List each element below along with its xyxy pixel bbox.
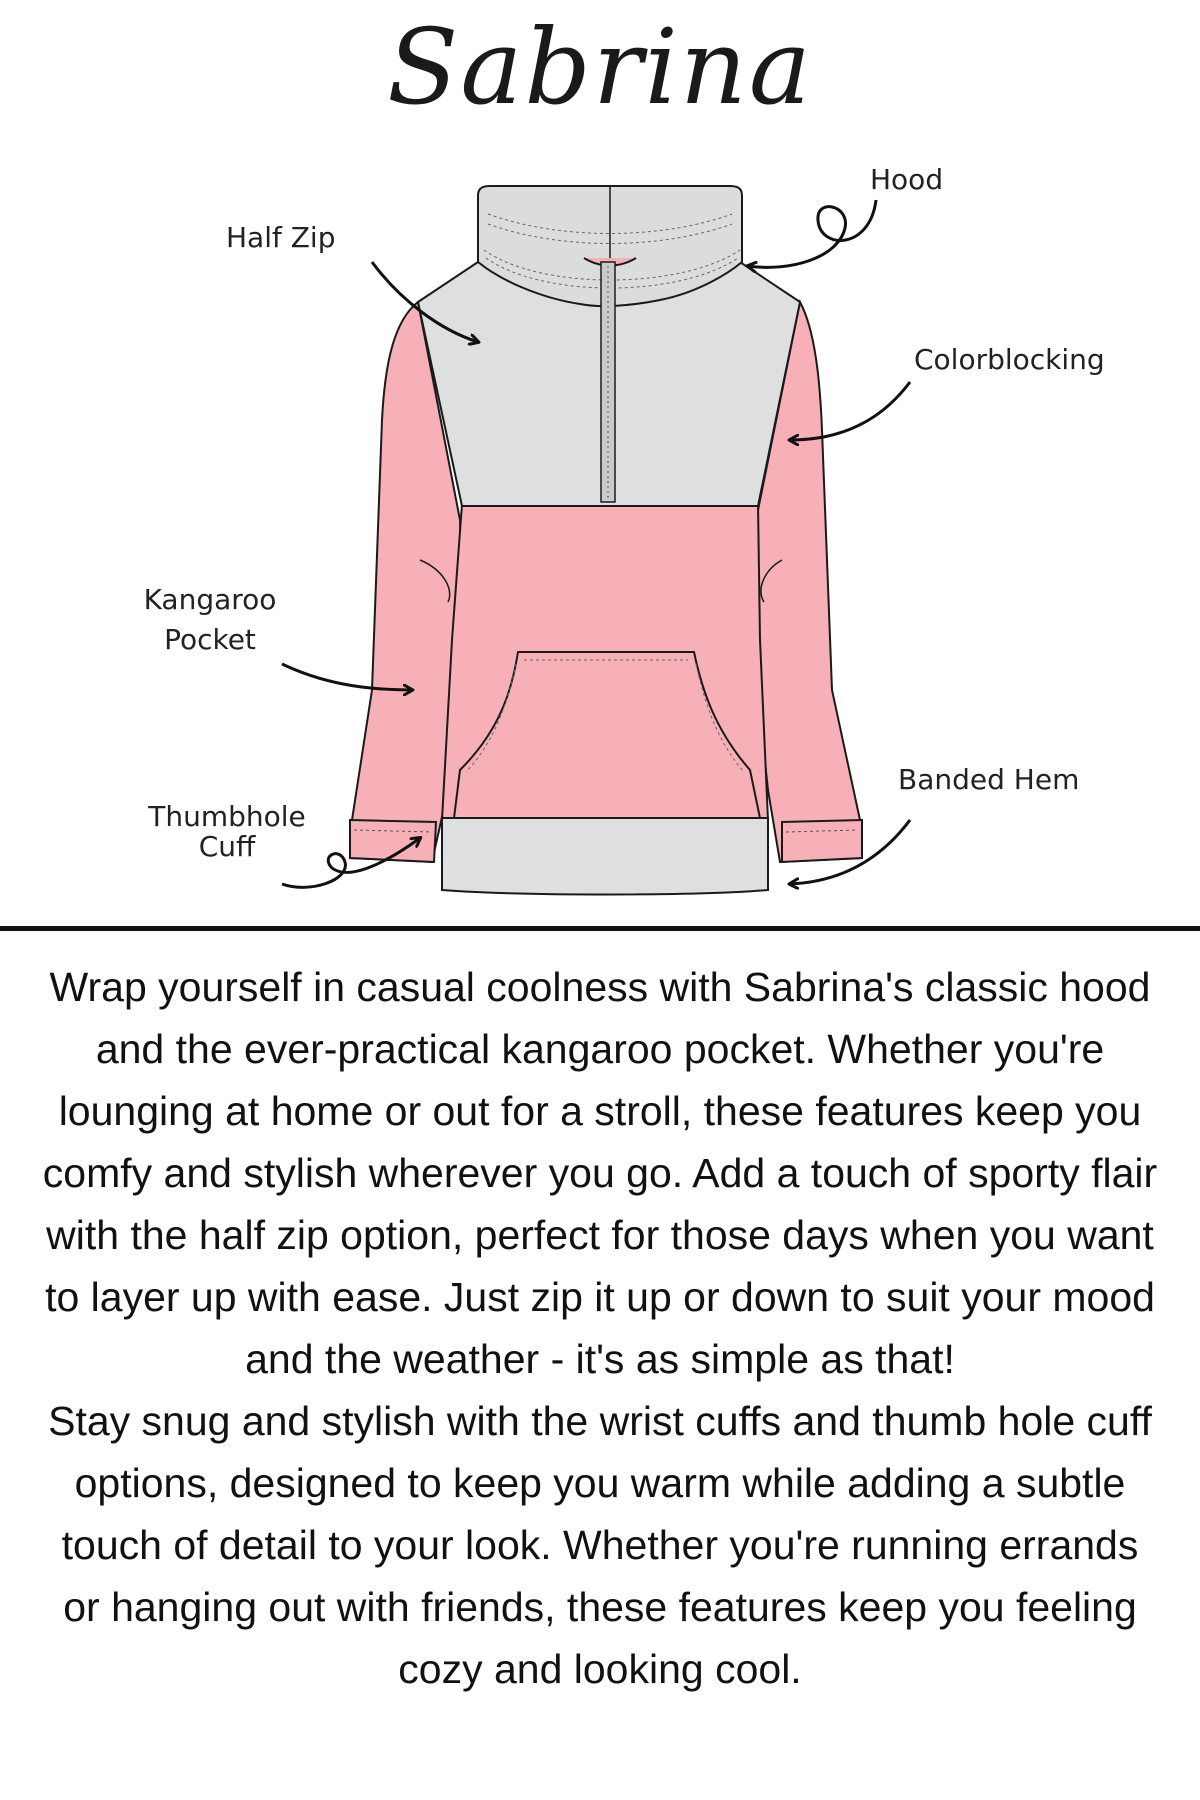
label-hood: Hood [870,163,944,196]
description-paragraph-1: Wrap yourself in casual coolness with Sabrina's classic hood and the ever-practical kangaroo pocket. Whether you're lounging at home or out for a stroll, these features keep you comfy and stylish wherever you go. Add a touch of sporty flair with the half zip option, perfect for those days when you want to layer up with ease. Just zip it up or down to suit your mood and the weather - it's as simple as that! [42,964,1158,1382]
arrow-hood [748,200,876,267]
label-thumbhole-cuff [130,802,324,862]
label-thumbhole-cuff-line1: Thumbhole [148,800,306,833]
section-divider [0,926,1200,931]
product-description [40,956,1160,1700]
label-thumbhole-cuff-line2: Cuff [198,830,256,863]
label-banded-hem: Banded Hem [898,763,1080,796]
label-colorblocking: Colorblocking [914,343,1105,376]
product-title: Sabrina [387,6,813,128]
description-paragraph-2: Stay snug and stylish with the wrist cuffs and thumb hole cuff options, designed to keep you warm while adding a subtle touch of detail to your look. Whether you're running errands or hanging out with friends, these features keep you feeling cozy and looking cool. [48,1398,1152,1692]
banded-hem [442,818,768,895]
label-kangaroo-pocket-line2: Pocket [164,623,256,656]
label-half-zip: Half Zip [226,221,336,254]
label-kangaroo-pocket [130,580,290,660]
right-cuff [782,820,862,862]
label-kangaroo-pocket-line1: Kangaroo [143,583,277,616]
